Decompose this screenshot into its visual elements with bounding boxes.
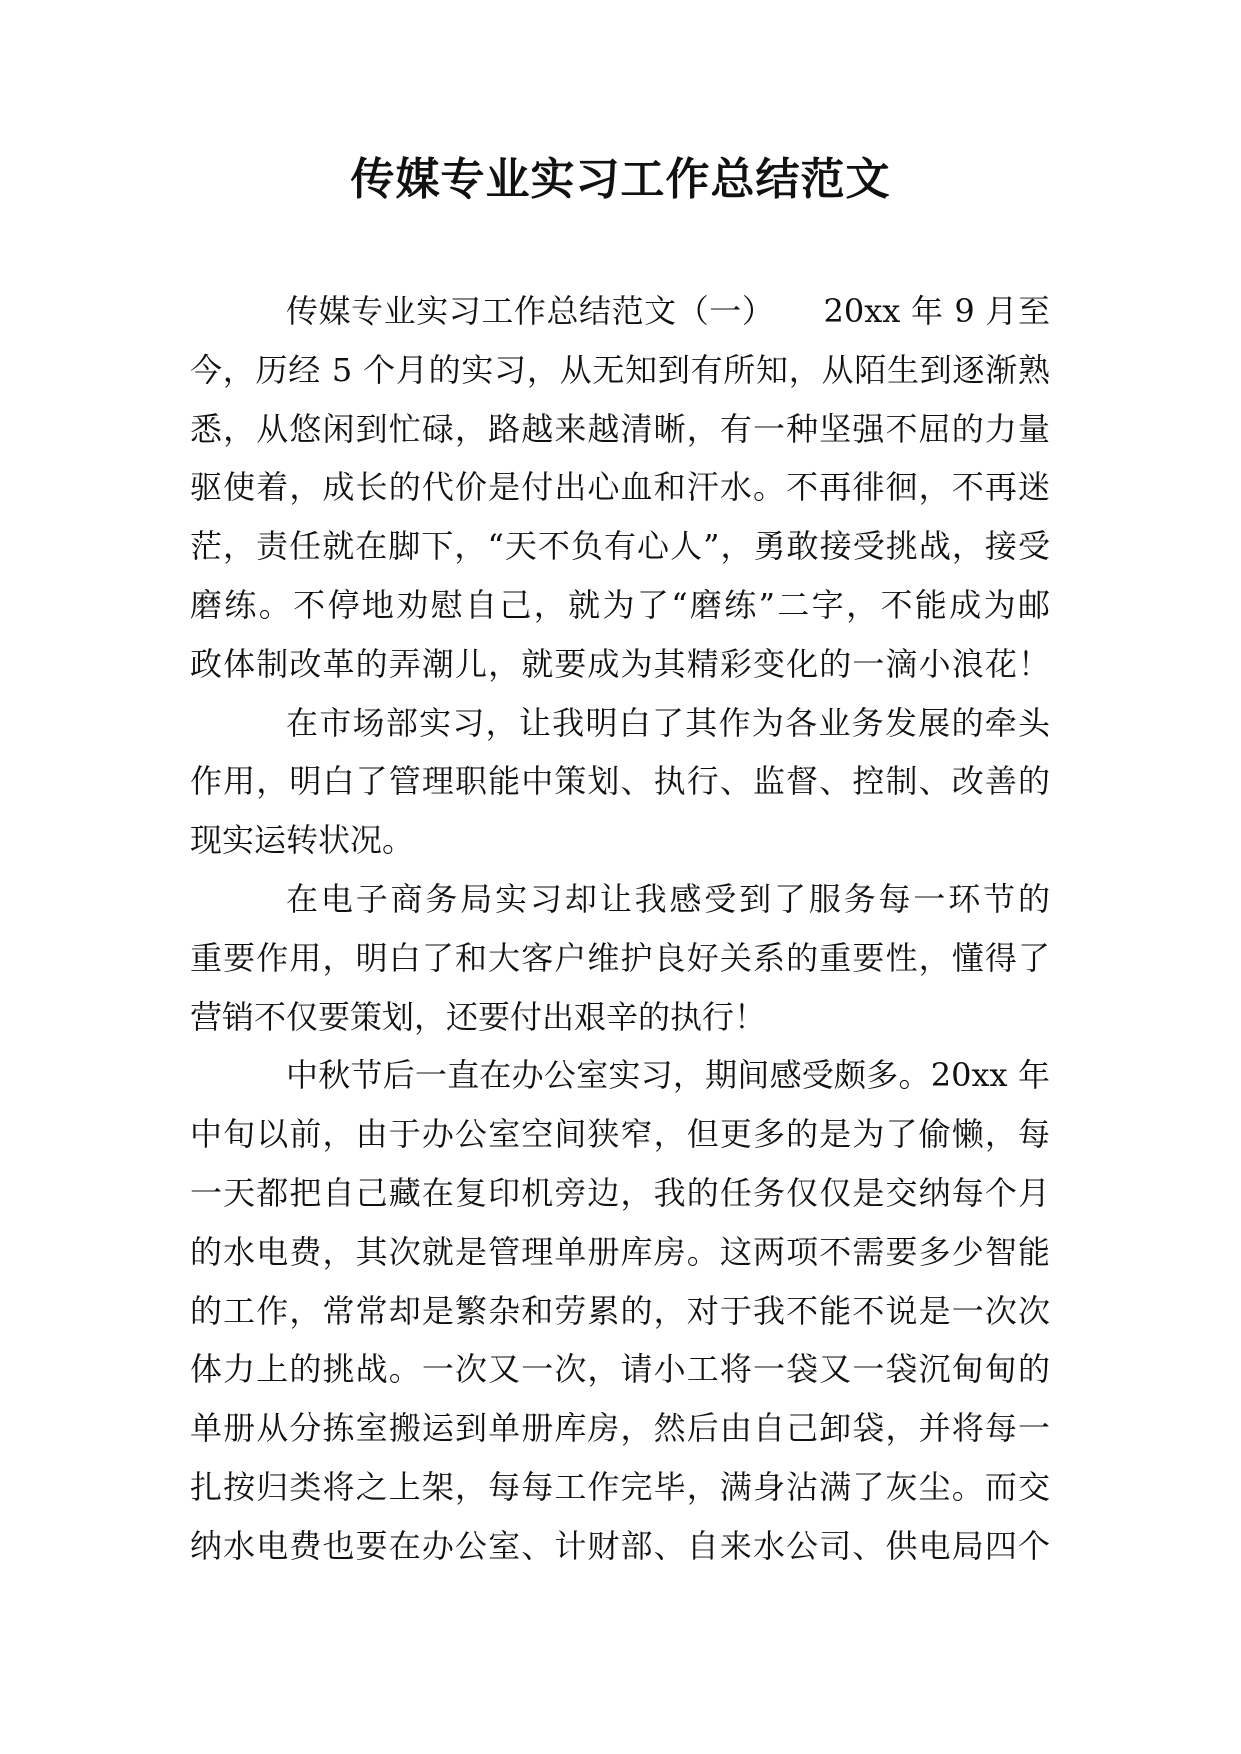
document-body — [190, 282, 1050, 1576]
paragraph-line: 在市场部实习，让我明白了其作为各业务发展的牵头 — [286, 703, 1050, 742]
paragraph-line: 驱使着，成长的代价是付出心血和汗水。不再徘徊，不再迷 — [190, 468, 1050, 507]
paragraph-4 — [190, 1046, 1050, 1575]
document-title: 传媒专业实习工作总结范文 — [350, 154, 891, 205]
paragraph-line: 今，历经 5 个月的实习，从无知到有所知，从陌生到逐渐熟 — [190, 350, 1050, 389]
paragraph-line: 重要作用，明白了和大客户维护良好关系的重要性，懂得了 — [190, 938, 1050, 977]
paragraph-3 — [190, 870, 1050, 1046]
paragraph-line: 一天都把自己藏在复印机旁边，我的任务仅仅是交纳每个月 — [190, 1173, 1050, 1212]
paragraph-line: 磨练。不停地劝慰自己，就为了“磨练”二字，不能成为邮 — [190, 585, 1050, 624]
paragraph-line: 中秋节后一直在办公室实习，期间感受颇多。20xx 年 — [286, 1056, 1050, 1095]
paragraph-line: 传媒专业实习工作总结范文（一） 20xx 年 9 月至 — [286, 292, 1050, 330]
paragraph-line: 中旬以前，由于办公室空间狭窄，但更多的是为了偷懒，每 — [190, 1115, 1050, 1154]
paragraph-line: 扎按归类将之上架，每每工作完毕，满身沾满了灰尘。而交 — [190, 1467, 1050, 1506]
paragraph-line: 营销不仅要策划，还要付出艰辛的执行！ — [190, 997, 767, 1036]
paragraph-line: 在电子商务局实习却让我感受到了服务每一环节的 — [286, 879, 1050, 918]
paragraph-line: 作用，明白了管理职能中策划、执行、监督、控制、改善的 — [190, 762, 1050, 801]
paragraph-line: 现实运转状况。 — [190, 821, 415, 860]
paragraph-line: 茫，责任就在脚下，“天不负有心人”，勇敢接受挑战，接受 — [190, 527, 1050, 566]
paragraph-line: 政体制改革的弄潮儿，就要成为其精彩变化的一滴小浪花！ — [190, 644, 1050, 683]
paragraph-line: 体力上的挑战。一次又一次，请小工将一袋又一袋沉甸甸的 — [190, 1350, 1050, 1389]
paragraph-1 — [190, 282, 1050, 694]
paragraph-line: 的水电费，其次就是管理单册库房。这两项不需要多少智能 — [190, 1232, 1050, 1271]
paragraph-line: 单册从分拣室搬运到单册库房，然后由自己卸袋，并将每一 — [190, 1409, 1050, 1448]
paragraph-line: 纳水电费也要在办公室、计财部、自来水公司、供电局四个 — [190, 1526, 1050, 1565]
paragraph-line: 悉，从悠闲到忙碌，路越来越清晰，有一种坚强不屈的力量 — [190, 409, 1050, 448]
paragraph-line: 的工作，常常却是繁杂和劳累的，对于我不能不说是一次次 — [190, 1291, 1050, 1330]
paragraph-2 — [190, 694, 1050, 870]
